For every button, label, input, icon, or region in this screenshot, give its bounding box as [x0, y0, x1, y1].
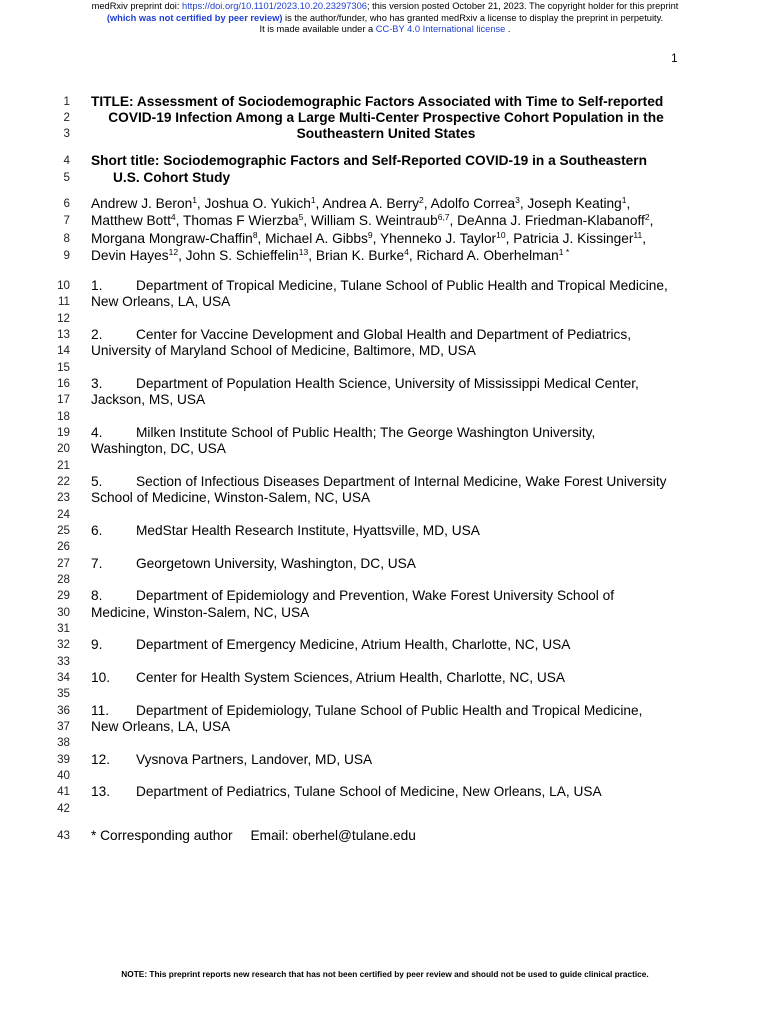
line-number: 5: [63, 171, 70, 184]
banner-line-3: It is made available under a CC-BY 4.0 International license .: [259, 24, 511, 35]
author-affiliation: 2: [419, 195, 424, 205]
author-affiliation: 1: [310, 195, 316, 205]
affiliation-number: 3.: [91, 376, 103, 391]
line-number: 17: [57, 393, 70, 406]
line-number: 33: [57, 655, 70, 668]
line-number: 6: [63, 197, 70, 210]
affiliation-item: [91, 670, 565, 686]
affiliation-item: [91, 278, 668, 294]
affiliation-text: Department of Emergency Medicine, Atrium Health, Charlotte, NC, USA: [136, 637, 571, 652]
affiliation-item: [91, 703, 642, 719]
affiliation-text: Department of Population Health Science, University of Mississippi Medical Center,: [136, 376, 639, 391]
affiliation-continuation: Jackson, MS, USA: [91, 392, 206, 407]
author-affiliation: 1: [621, 195, 627, 205]
affiliation-continuation: New Orleans, LA, USA: [91, 294, 231, 309]
line-number: 37: [57, 720, 70, 733]
author-affiliation: 5: [298, 212, 304, 222]
line-number: 13: [57, 328, 70, 341]
author-affiliation: 4: [170, 212, 176, 222]
line-number: 11: [57, 295, 70, 308]
author-name: Patricia J. Kissinger: [513, 231, 634, 246]
line-number: 23: [57, 491, 70, 504]
author-name: Matthew Bott: [91, 213, 171, 228]
line-number: 30: [57, 606, 70, 619]
affiliation-item: [91, 327, 631, 343]
affiliation-text: Department of Epidemiology and Prevention, Wake Forest University School of: [136, 588, 615, 603]
line-number: 32: [57, 638, 70, 651]
line-number: 40: [57, 769, 70, 782]
author-name: William S. Weintraub: [310, 213, 438, 228]
author-line-2: Matthew Bott$^4$, Thomas F Wierzba$^5$, William S. Weintraub$^{6,7}$, DeAnna J. Friedman-Klabanoff$^2$,: [91, 212, 654, 228]
author-name: DeAnna J. Friedman-Klabanoff: [457, 213, 645, 228]
license-link[interactable]: CC-BY 4.0 International license: [375, 24, 506, 35]
author-name: Michael A. Gibbs: [265, 231, 368, 246]
author-affiliation: 13: [298, 247, 309, 257]
author-line-4: Devin Hayes$^{12}$, John S. Schieffelin$^{13}$, Brian K. Burke$^4$, Richard A. Oberhelman$^{1 *}$: [91, 247, 570, 263]
line-number: 36: [57, 704, 70, 717]
affiliation-number: 6.: [91, 523, 103, 538]
author-name: Joshua O. Yukich: [204, 196, 311, 211]
author-affiliation: 9: [367, 230, 373, 240]
author-name: Richard A. Oberhelman: [416, 248, 559, 263]
line-number: 27: [57, 557, 70, 570]
line-number: 22: [57, 475, 70, 488]
author-name: Thomas F Wierzba: [182, 213, 299, 228]
line-number: 18: [57, 410, 70, 423]
line-number: 7: [63, 214, 70, 227]
affiliation-number: 13.: [91, 784, 111, 799]
author-name: John S. Schieffelin: [185, 248, 299, 263]
affiliation-text: Section of Infectious Diseases Department of Internal Medicine, Wake Forest University: [136, 474, 667, 489]
affiliation-number: 9.: [91, 637, 103, 652]
author-line-3: Morgana Mongraw-Chaffin$^8$, Michael A. Gibbs$^9$, Yhenneko J. Taylor$^{10}$, Patricia J. Kissinger$^{11}$,: [91, 230, 647, 246]
affiliation-number: 5.: [91, 474, 103, 489]
line-number: 12: [57, 312, 70, 325]
line-number: 35: [57, 687, 70, 700]
affiliation-text: Center for Vaccine Development and Global Health and Department of Pediatrics,: [136, 327, 632, 342]
preprint-footer-note: NOTE: This preprint reports new research that has not been certified by peer review and should not be used to guide clinical practice.: [121, 969, 649, 979]
affiliation-item: [91, 556, 416, 572]
affiliation-item: [91, 523, 480, 539]
line-number: 43: [57, 829, 70, 842]
author-affiliation: 4: [404, 247, 409, 257]
affiliation-text: Department of Pediatrics, Tulane School of Medicine, New Orleans, LA, USA: [136, 784, 602, 799]
line-number: 20: [57, 442, 70, 455]
affiliation-item: [91, 752, 372, 768]
author-affiliation: 2: [644, 212, 650, 222]
author-affiliation: 8: [252, 230, 258, 240]
line-number: 8: [63, 232, 70, 245]
author-name: Adolfo Correa: [430, 196, 516, 211]
banner-line-1: medRxiv preprint doi: https://doi.org/10.1101/2023.10.20.23297306; this version posted October 21, 2023. The copyright holder for this preprint: [91, 1, 679, 11]
author-name: Morgana Mongraw-Chaffin: [91, 231, 253, 246]
affiliation-text: Department of Tropical Medicine, Tulane School of Public Health and Tropical Medicine,: [136, 278, 668, 293]
author-affiliation: 1: [192, 195, 197, 205]
author-affiliation: 1 *: [558, 247, 570, 257]
affiliation-item: [91, 637, 570, 653]
author-name: Andrea A. Berry: [322, 196, 420, 211]
affiliation-continuation: University of Maryland School of Medicine, Baltimore, MD, USA: [91, 343, 476, 358]
author-name: Brian K. Burke: [315, 248, 405, 263]
line-number: 28: [57, 573, 70, 586]
affiliation-item: [91, 588, 614, 604]
affiliation-text: Vysnova Partners, Landover, MD, USA: [136, 752, 373, 767]
line-number: 34: [57, 671, 70, 684]
author-name: Joseph Keating: [527, 196, 622, 211]
affiliation-text: Milken Institute School of Public Health; The George Washington University,: [136, 425, 596, 440]
author-name: Yhenneko J. Taylor: [379, 231, 497, 246]
corresponding-email[interactable]: Email: oberhel@tulane.edu: [250, 828, 416, 843]
author-affiliation: 10: [496, 230, 506, 240]
author-name: Devin Hayes: [91, 248, 169, 263]
affiliation-continuation: New Orleans, LA, USA: [91, 719, 231, 734]
line-number: 9: [63, 249, 70, 262]
line-number: 2: [63, 111, 70, 124]
affiliation-number: 7.: [91, 556, 103, 571]
line-number: 3: [63, 127, 70, 140]
paper-title-line-2: COVID-19 Infection Among a Large Multi-Center Prospective Cohort Population in the: [108, 110, 664, 125]
affiliation-text: Center for Health System Sciences, Atrium Health, Charlotte, NC, USA: [136, 670, 566, 685]
corresponding-author: [91, 828, 416, 844]
doi-link[interactable]: https://doi.org/10.1101/2023.10.20.23297306: [182, 1, 367, 11]
author-affiliation: 6,7: [437, 212, 450, 222]
author-name: Andrew J. Beron: [91, 196, 193, 211]
line-number: 41: [57, 785, 70, 798]
affiliation-item: [91, 474, 667, 490]
author-affiliation: 3: [515, 195, 520, 205]
line-number: 42: [57, 802, 70, 815]
paper-title-line-1: TITLE: Assessment of Sociodemographic Factors Associated with Time to Self-reported: [91, 94, 664, 109]
peer-review-notice: (which was not certified by peer review): [106, 12, 283, 23]
line-number: 29: [57, 589, 70, 602]
line-number: 15: [57, 361, 70, 374]
line-number: 26: [57, 540, 70, 553]
author-line-1: Andrew J. Beron$^1$, Joshua O. Yukich$^1$, Andrea A. Berry$^2$, Adolfo Correa$^3$, Joseph Keating$^1$,: [91, 195, 631, 211]
affiliation-number: 12.: [91, 752, 111, 767]
line-number: 19: [57, 426, 70, 439]
author-affiliation: 11: [633, 230, 643, 240]
short-title-line-2: U.S. Cohort Study: [113, 170, 231, 185]
preprint-banner: [0, 1, 770, 36]
affiliation-text: MedStar Health Research Institute, Hyattsville, MD, USA: [136, 523, 480, 538]
line-number: 10: [57, 279, 70, 292]
line-number: 39: [57, 753, 70, 766]
corresponding-label: * Corresponding author: [91, 828, 233, 843]
affiliation-number: 8.: [91, 588, 103, 603]
line-number: 31: [57, 622, 70, 635]
affiliation-number: 11.: [91, 703, 110, 718]
line-number: 4: [63, 154, 70, 167]
affiliation-number: 2.: [91, 327, 103, 342]
paper-title-line-3: Southeastern United States: [296, 126, 476, 141]
affiliation-item: [91, 425, 595, 441]
affiliation-text: Department of Epidemiology, Tulane School of Public Health and Tropical Medicine,: [136, 703, 643, 718]
line-number: 24: [57, 508, 70, 521]
affiliation-number: 4.: [91, 425, 103, 440]
line-number: 16: [57, 377, 70, 390]
page-number: 1: [671, 51, 678, 65]
affiliation-number: 1.: [91, 278, 103, 293]
line-number: 14: [57, 344, 70, 357]
line-number: 21: [57, 459, 70, 472]
short-title-line-1: Short title: Sociodemographic Factors and Self-Reported COVID-19 in a Southeastern: [91, 153, 647, 168]
affiliation-number: 10.: [91, 670, 111, 685]
affiliation-item: [91, 784, 602, 800]
affiliation-text: Georgetown University, Washington, DC, USA: [136, 556, 416, 571]
line-number: 38: [57, 736, 70, 749]
affiliation-continuation: Washington, DC, USA: [91, 441, 226, 456]
affiliation-continuation: School of Medicine, Winston-Salem, NC, USA: [91, 490, 371, 505]
line-number: 1: [63, 95, 70, 108]
affiliation-continuation: Medicine, Winston-Salem, NC, USA: [91, 605, 310, 620]
author-affiliation: 12: [168, 247, 179, 257]
banner-line-2: (which was not certified by peer review) is the author/funder, who has granted medRxiv a license to display the preprint in perpetuity.: [106, 12, 664, 23]
affiliation-item: [91, 376, 639, 392]
line-number: 25: [57, 524, 70, 537]
